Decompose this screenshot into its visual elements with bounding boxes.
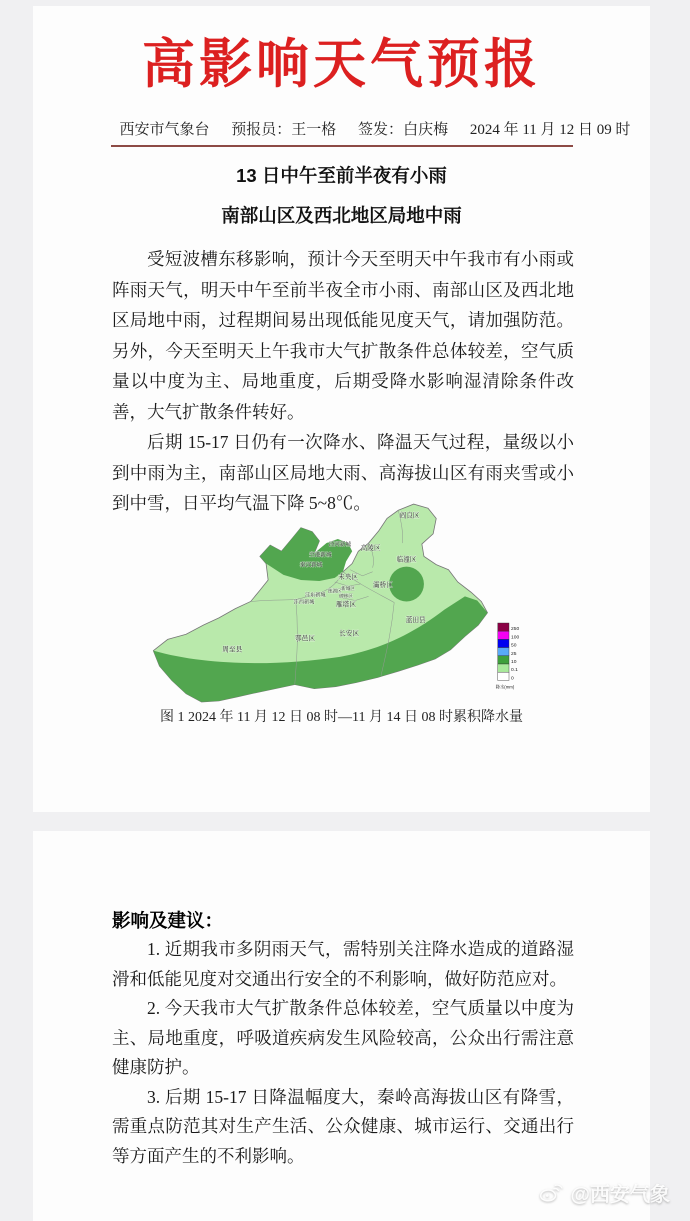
map-district-label: 高陵区 <box>360 545 381 553</box>
legend-value: 25 <box>511 651 517 657</box>
map-district-label: 周至县 <box>222 646 243 654</box>
map-district-label: 临潼区 <box>396 556 417 564</box>
precipitation-map-svg <box>145 500 545 705</box>
map-district-label: 空港新城 <box>309 552 332 559</box>
weibo-icon <box>539 1182 563 1204</box>
lintong-heavier-rain-spot <box>389 567 424 602</box>
legend-unit: 降水(mm) <box>495 684 515 690</box>
map-district-label: 新城区 <box>341 586 355 592</box>
legend-value: 100 <box>511 635 520 641</box>
issue-datetime: 2024 年 11 月 12 日 09 时 <box>469 122 631 138</box>
map-district-label: 蓝田县 <box>405 616 426 624</box>
bulletin-page-1 <box>33 6 650 812</box>
legend-value: 50 <box>511 643 517 649</box>
legend-swatch <box>498 656 509 664</box>
legend-swatch <box>498 672 509 680</box>
bulletin-title: 高影响天气预报 <box>142 36 541 94</box>
map-district-label: 沣西新城 <box>293 599 315 606</box>
signature-line <box>111 118 631 147</box>
map-district-label: 鄠邑区 <box>295 635 316 643</box>
precipitation-map <box>145 500 545 705</box>
signer: 签发：白庆梅 <box>358 122 449 138</box>
map-district-label: 沣东新城 <box>305 592 326 599</box>
forecast-paragraph-1: 受短波槽东移影响，预计今天至明天中午我市有小雨或阵雨天气，明天中午至前半夜全市小雨、南部山区及西北地区局地中雨，过程期间易出现低能见度天气，请加强防范。另外，今天至明天上午我市大气扩散条件总体较差，空气质量以中度为主、局地重度，后期受降水影响湿清除条件改善，大气扩散条件转好。 <box>112 249 574 422</box>
weibo-watermark <box>539 1178 670 1207</box>
map-district-label: 碑林区 <box>339 593 353 599</box>
map-district-label: 长安区 <box>339 630 360 638</box>
subtitle-line-2: 南部山区及西北地区局地中雨 <box>221 205 462 226</box>
issuer: 西安市气象台 <box>119 122 210 138</box>
map-district-label: 雁塔区 <box>336 601 357 609</box>
forecaster: 预报员：王一格 <box>231 122 337 138</box>
map-district-label: 阎良区 <box>399 512 420 520</box>
advice-item-2: 2. 今天我市大气扩散条件总体较差，空气质量以中度为主、局地重度，呼吸道疾病发生风险较高，公众出行需注意健康防护。 <box>112 998 574 1077</box>
map-district-label: 莲湖区 <box>327 588 342 594</box>
advice-item-3: 3. 后期 15-17 日降温幅度大，秦岭高海拔山区有降雪，需重点防范其对生产生活、公众健康、城市运行、交通出行等方面产生的不利影响。 <box>112 1086 574 1166</box>
forecast-paragraph-2: 后期 15-17 日仍有一次降水、降温天气过程，量级以小到中雨为主，南部山区局地大雨、高海拔山区有雨夹雪或小到中雪，日平均气温下降 5~8℃。 <box>112 432 574 513</box>
legend-value: 10 <box>511 659 517 665</box>
bulletin-page-2 <box>33 831 650 1221</box>
forecast-subtitle <box>33 162 650 242</box>
subtitle-line-1: 13 日中午至前半夜有小雨 <box>236 165 447 186</box>
legend-swatch <box>498 631 509 639</box>
advice-body <box>112 935 574 1171</box>
legend-swatch <box>498 664 509 672</box>
map-legend <box>496 623 520 691</box>
legend-swatch <box>498 648 509 656</box>
legend-swatch <box>498 623 509 631</box>
map-district-label: 泾河新城 <box>328 542 352 549</box>
legend-value: 0.1 <box>511 668 518 674</box>
advice-item-1: 1. 近期我市多阴雨天气，需特别关注降水造成的道路湿滑和低能见度对交通出行安全的不利影响，做好防范应对。 <box>112 939 574 989</box>
map-district-label: 秦汉新城 <box>299 562 323 569</box>
legend-value: 0 <box>511 676 514 682</box>
weibo-handle: @西安气象 <box>570 1184 670 1206</box>
legend-value: 250 <box>511 627 520 633</box>
forecast-body <box>112 244 574 519</box>
figure-caption: 图 1 2024 年 11 月 12 日 08 时—11 月 14 日 08 时累积降水量 <box>160 710 523 725</box>
advice-heading: 影响及建议： <box>112 910 224 931</box>
map-district-label: 灞桥区 <box>372 582 393 590</box>
legend-swatch <box>498 639 509 647</box>
map-district-label: 未央区 <box>338 573 359 581</box>
